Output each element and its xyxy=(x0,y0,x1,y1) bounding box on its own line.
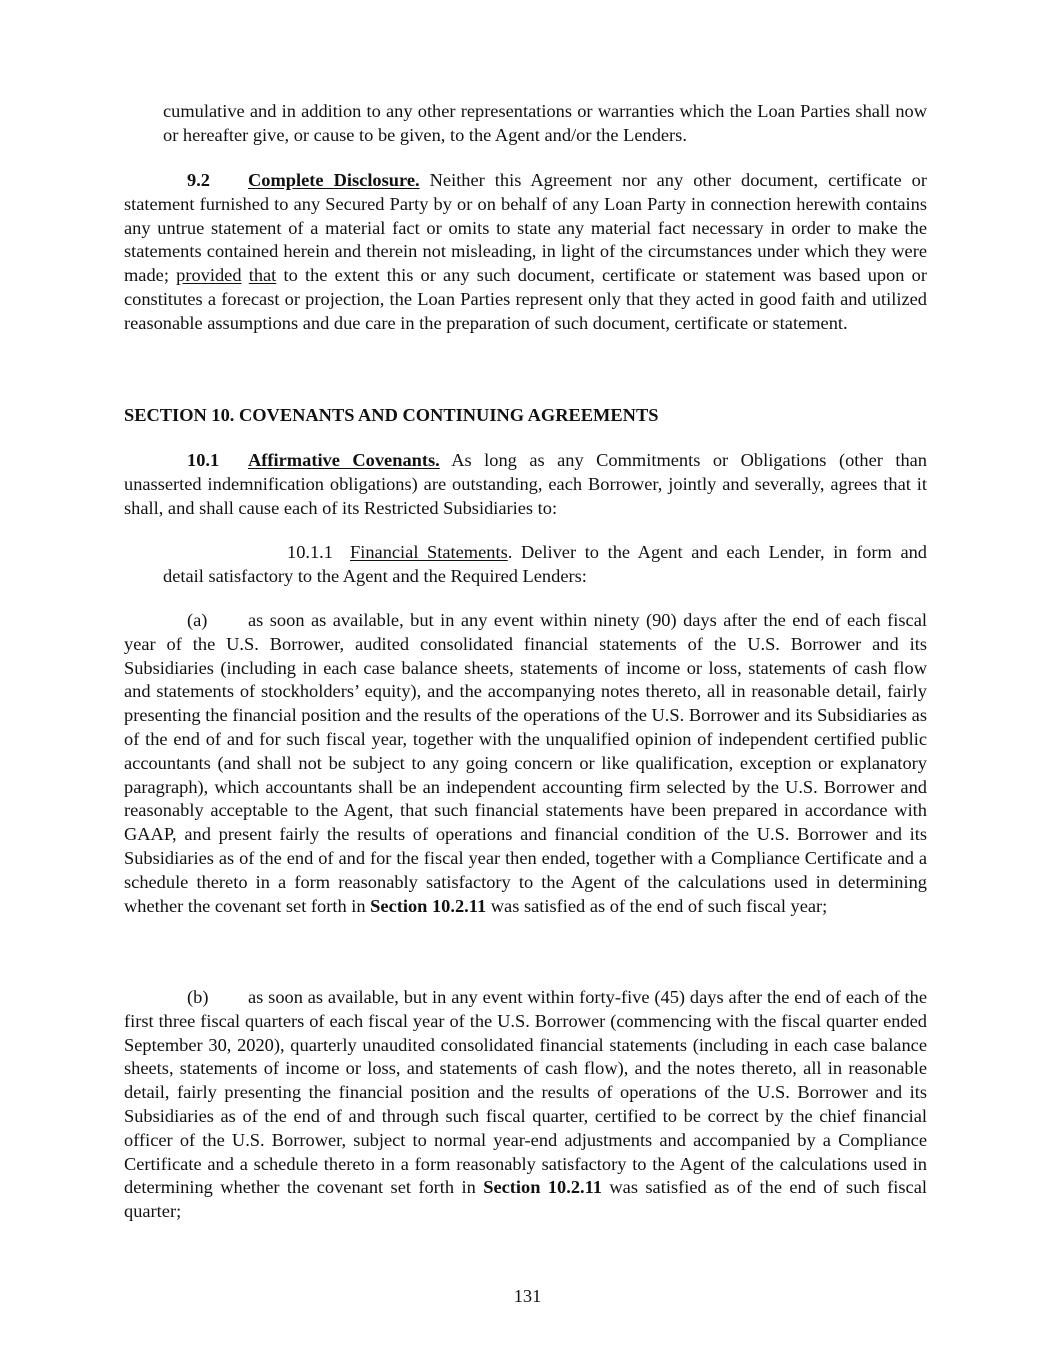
clause-b-paragraph xyxy=(124,986,927,1224)
section-10-1-number: 10.1 xyxy=(187,450,220,470)
section-10-1-paragraph xyxy=(124,449,927,520)
section-10-heading: SECTION 10. COVENANTS AND CONTINUING AGREEMENTS xyxy=(124,405,659,425)
section-10-1-text: As long as any Commitments or Obligations (other than unasserted indemnification obligations) are outstanding, each Borrower, jointly and severally, agrees that it shall, and shall cause each of its Restricted Subsidiaries to: xyxy=(124,450,927,518)
clause-b-text-after: was satisfied as of the end of such fiscal quarter; xyxy=(124,1177,927,1222)
clause-b-label: (b) xyxy=(187,987,209,1007)
section-9-2-text-before: Neither this Agreement nor any other document, certificate or statement furnished to any Secured Party by or on behalf of any Loan Party in connection herewith contains any untrue statement of a material fact or omits to state any material fact necessary in order to make the statements contained herein and therein not misleading, in light of the circumstances under which they were made; xyxy=(124,170,928,286)
section-9-2-title: Complete Disclosure. xyxy=(248,170,420,190)
section-10-1-1-paragraph xyxy=(163,541,927,589)
section-10-1-1-number: 10.1.1 xyxy=(287,542,333,562)
clause-a-label: (a) xyxy=(187,610,208,630)
clause-b-section-reference: Section 10.2.11 xyxy=(483,1177,602,1198)
clause-a-text-before: as soon as available, but in any event within ninety (90) days after the end of each fiscal year of the U.S. Borrower, audited consolidated financial statements of the U.S. Borrower and its Subsidiaries (including in each case balance sheets, statements of income or loss, statements of cash flow and statements of stockholders’ equity), and the accompanying notes thereto, all in reasonable detail, fairly presenting the financial position and the results of the operations of the U.S. Borrower and its Subsidiaries as of the end of and for such fiscal year, together with the unqualified opinion of independent certified public accountants (and shall not be subject to any going concern or like qualification, exception or explanatory paragraph), which accountants shall be an independent accounting firm selected by the U.S. Borrower and reasonably acceptable to the Agent, that such financial statements have been prepared in accordance with GAAP, and present fairly the results of operations and financial condition of the U.S. Borrower and its Subsidiaries as of the end of and for the fiscal year then ended, together with a Compliance Certificate and a schedule thereto in a form reasonably satisfactory to the Agent of the calculations used in determining whether the covenant set forth in xyxy=(124,610,927,916)
page-number: 131 xyxy=(513,1286,542,1306)
section-10-1-title: Affirmative Covenants. xyxy=(248,450,440,470)
clause-b-text-before: as soon as available, but in any event within forty-five (45) days after the end of each of the first three fiscal quarters of each fiscal year of the U.S. Borrower (commencing with the fiscal quarter ended September 30, 2020), quarterly unaudited consolidated financial statements (including in each case balance sheets, statements of income or loss, and statements of cash flow), and the notes thereto, all in reasonable detail, fairly presenting the financial position and the results of operations of the U.S. Borrower and its Subsidiaries as of the end of and through such fiscal quarter, certified to be correct by the chief financial officer of the U.S. Borrower, subject to normal year-end adjustments and accompanied by a Compliance Certificate and a schedule thereto in a form reasonably satisfactory to the Agent of the calculations used in determining whether the covenant set forth in xyxy=(124,987,927,1198)
section-9-2-number: 9.2 xyxy=(187,170,210,190)
section-10-1-1-title: Financial Statements xyxy=(350,542,508,562)
clause-a-text-after: was satisfied as of the end of such fiscal year; xyxy=(490,895,828,916)
provided-term: provided xyxy=(176,265,242,286)
section-9-2-text-after: to the extent this or any such document, certificate or statement was based upon or constitutes a forecast or projection, the Loan Parties represent only that they acted in good faith and utilized reasonable assumptions and due care in the preparation of such document, certificate or statement. xyxy=(124,265,928,333)
that-term: that xyxy=(248,265,277,286)
clause-a-paragraph xyxy=(124,609,927,918)
intro-paragraph xyxy=(163,100,927,148)
intro-text: cumulative and in addition to any other representations or warranties which the Loan Parties shall now or hereafter give, or cause to be given, to the Agent and/or the Lenders. xyxy=(163,101,927,145)
clause-a-section-reference: Section 10.2.11 xyxy=(370,895,487,916)
section-9-2-paragraph xyxy=(124,169,927,336)
section-10-1-1-text: . Deliver to the Agent and each Lender, in form and detail satisfactory to the Agent and the Required Lenders: xyxy=(163,542,928,586)
